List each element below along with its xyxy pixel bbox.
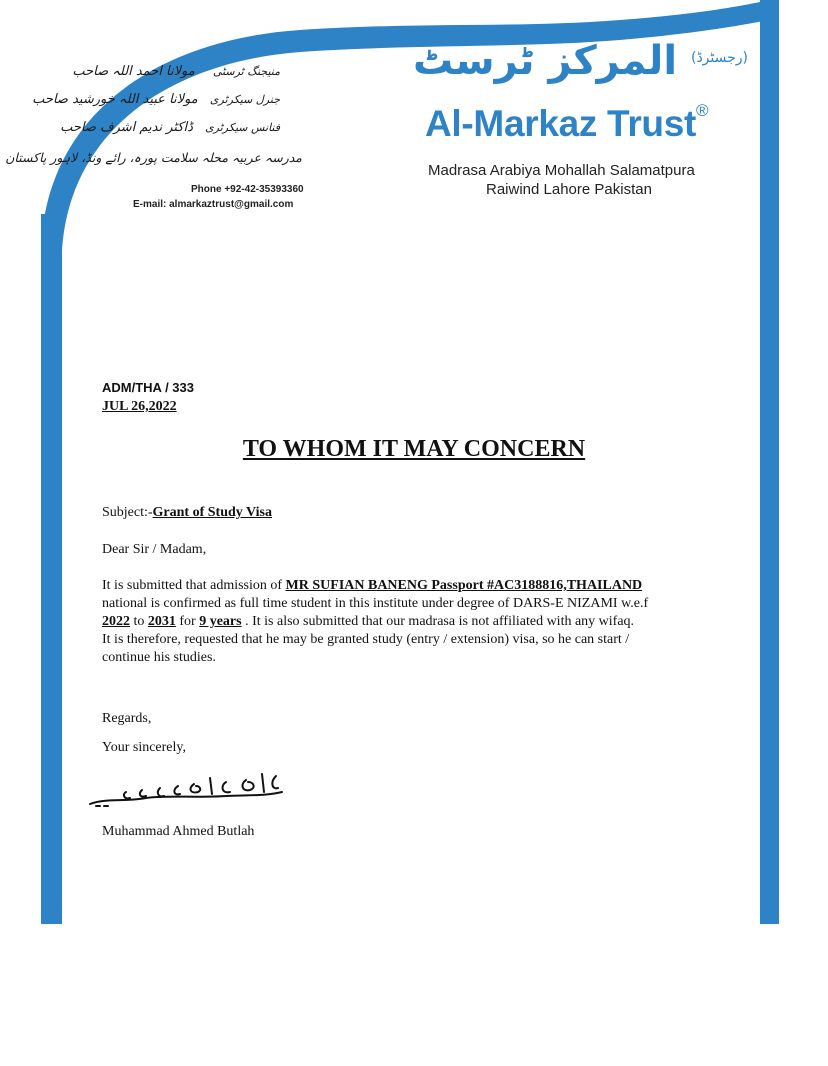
registered-mark: ® xyxy=(696,101,709,120)
urdu-address: مدرسہ عربیہ محلہ سلامت پورہ، رائے ونڈ، لاہور پاکستان xyxy=(5,150,302,165)
subject-line xyxy=(102,504,272,522)
letter-heading: TO WHOM IT MAY CONCERN xyxy=(242,436,586,462)
officer-2-name: مولانا عبید اللہ خورشید صاحب xyxy=(32,92,198,107)
frame-left-bar xyxy=(41,214,62,924)
end-year: 2031 xyxy=(147,614,176,629)
body-text-a: It is submitted that admission of xyxy=(102,578,286,593)
officer-1-name: مولانا احمد اللہ صاحب xyxy=(72,64,195,79)
body-line-4: It is therefore, requested that he may be granted study (entry / extension) visa, so he can start / xyxy=(102,632,630,647)
signer-name: Muhammad Ahmed Butlah xyxy=(102,824,255,839)
officer-2 xyxy=(32,92,280,107)
email-address: E-mail: almarkaztrust@gmail.com xyxy=(133,199,294,210)
subject-label: Subject:- xyxy=(102,505,153,520)
to-word: to xyxy=(130,614,148,629)
body-line-5: continue his studies. xyxy=(102,650,216,665)
reference-number: ADM/THA / 333 xyxy=(102,380,194,395)
closing-sincerely: Your sincerely, xyxy=(102,740,186,755)
brand-name xyxy=(425,103,708,145)
phone-number: Phone +92-42-35393360 xyxy=(191,184,304,195)
body-text-c: . It is also submitted that our madrasa is not affiliated with any wifaq. xyxy=(241,614,635,629)
officer-3-title: فنانس سیکرٹری xyxy=(205,121,280,134)
officer-1-title: منیجنگ ٹرسٹی xyxy=(212,65,280,78)
urdu-trust-name xyxy=(412,38,748,84)
brand-text: Al-Markaz Trust xyxy=(425,103,697,144)
urdu-registered-mark: (رجسٹرڈ) xyxy=(690,50,748,66)
duration: 9 years xyxy=(199,614,242,629)
closing-regards: Regards, xyxy=(102,711,152,726)
for-word: for xyxy=(175,614,200,629)
officer-3-name: ڈاکٹر ندیم اشرف صاحب xyxy=(60,120,193,135)
body-line-3 xyxy=(102,613,742,631)
student-name-passport: MR SUFIAN BANENG Passport #AC3188816,THAILAND xyxy=(285,578,643,593)
subject-value: Grant of Study Visa xyxy=(152,505,272,520)
address-line-1: Madrasa Arabiya Mohallah Salamatpura xyxy=(428,162,695,179)
body-paragraph xyxy=(102,577,742,667)
address-line-2: Raiwind Lahore Pakistan xyxy=(486,181,652,198)
officer-1 xyxy=(72,64,280,79)
handwritten-signature xyxy=(86,768,286,818)
body-line-1 xyxy=(102,577,742,595)
start-year: 2022 xyxy=(102,614,130,629)
body-line-2: national is confirmed as full time student in this institute under degree of DARS-E NIZAMI w.e.f xyxy=(102,596,649,611)
officer-3 xyxy=(60,120,280,135)
letter-date: JUL 26,2022 xyxy=(102,399,177,414)
urdu-name-text: المرکز ٹرسٹ xyxy=(412,38,678,84)
officer-2-title: جنرل سیکرٹری xyxy=(209,93,280,106)
salutation: Dear Sir / Madam, xyxy=(102,542,207,557)
